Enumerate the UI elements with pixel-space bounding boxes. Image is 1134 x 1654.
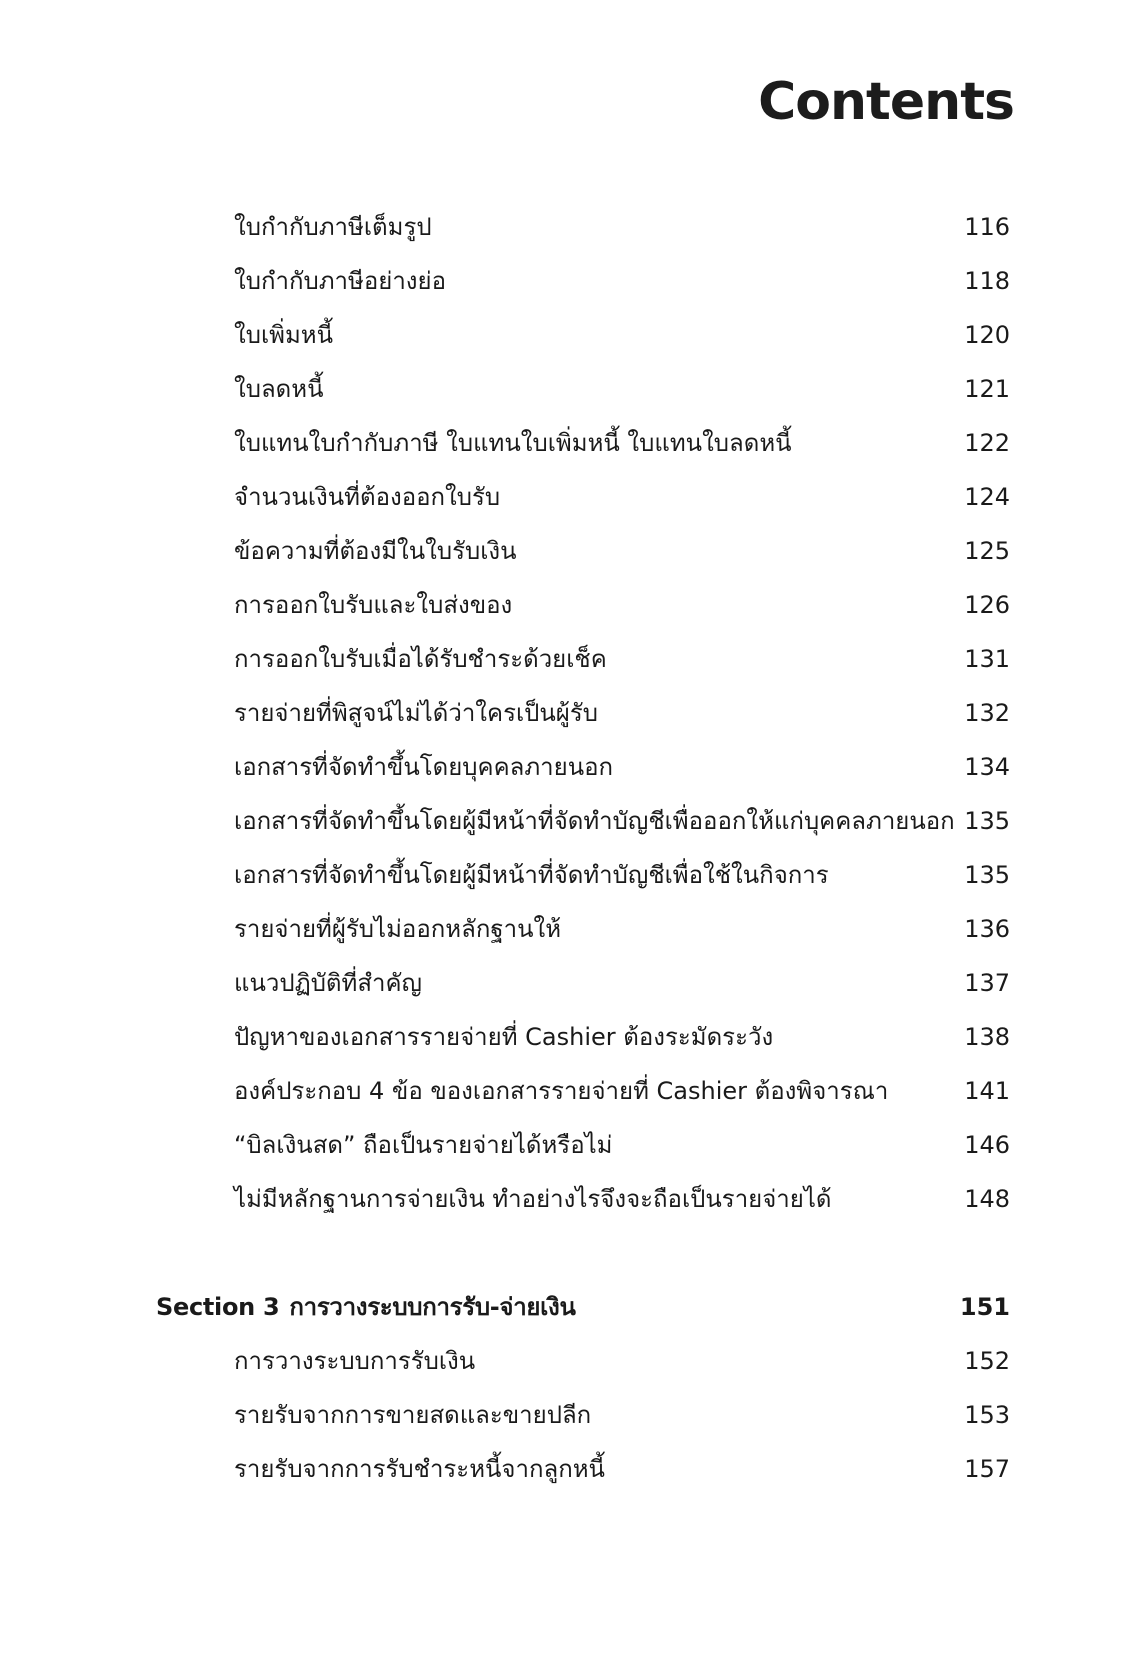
- toc-entry-label: จำนวนเงินที่ต้องออกใบรับ: [234, 483, 501, 511]
- toc-entry-page-number: 141: [964, 1077, 1010, 1105]
- toc-entry[interactable]: [0, 1118, 1134, 1172]
- page-title: Contents: [758, 72, 1014, 132]
- toc-entry[interactable]: [0, 632, 1134, 686]
- toc-entry-label: รายรับจากการรับชำระหนี้จากลูกหนี้: [234, 1455, 605, 1483]
- toc-entry-page-number: 135: [964, 861, 1010, 889]
- toc-entry-label: ใบแทนใบกำกับภาษี ใบแทนใบเพิ่มหนี้ ใบแทนใบลดหนี้: [234, 429, 792, 457]
- toc-entry-page-number: 136: [964, 915, 1010, 943]
- table-of-contents: [0, 200, 1134, 1496]
- toc-entry[interactable]: [0, 578, 1134, 632]
- section-title: การวางระบบการรับ-จ่ายเงิน: [289, 1293, 576, 1321]
- toc-entry[interactable]: [0, 1010, 1134, 1064]
- toc-entry-page-number: 126: [964, 591, 1010, 619]
- toc-entry-label: เอกสารที่จัดทำขึ้นโดยผู้มีหน้าที่จัดทำบัญชีเพื่อใช้ในกิจการ: [234, 861, 829, 889]
- toc-entry-label: ปัญหาของเอกสารรายจ่ายที่ Cashier ต้องระมัดระวัง: [234, 1023, 774, 1051]
- toc-entry-page-number: 131: [964, 645, 1010, 673]
- toc-entry-label: ใบเพิ่มหนี้: [234, 321, 334, 349]
- toc-entry-label: “บิลเงินสด” ถือเป็นรายจ่ายได้หรือไม่: [234, 1131, 613, 1159]
- toc-entry[interactable]: [0, 1172, 1134, 1226]
- section-number: Section 3: [156, 1293, 280, 1321]
- toc-entry-label: ใบกำกับภาษีอย่างย่อ: [234, 267, 446, 295]
- toc-entry-page-number: 135: [964, 807, 1010, 835]
- toc-entry[interactable]: [0, 848, 1134, 902]
- toc-entry[interactable]: [0, 956, 1134, 1010]
- toc-entry-page-number: 157: [964, 1455, 1010, 1483]
- toc-entry-label: ไม่มีหลักฐานการจ่ายเงิน ทำอย่างไรจึงจะถือเป็นรายจ่ายได้: [234, 1185, 832, 1213]
- toc-entry-label: การออกใบรับเมื่อได้รับชำระด้วยเช็ค: [234, 645, 607, 673]
- toc-entry[interactable]: [0, 1388, 1134, 1442]
- toc-entry-label: แนวปฏิบัติที่สำคัญ: [234, 969, 422, 997]
- toc-entry[interactable]: [0, 1334, 1134, 1388]
- toc-entry-label: ใบกำกับภาษีเต็มรูป: [234, 213, 432, 241]
- toc-entry[interactable]: [0, 1064, 1134, 1118]
- toc-entry-page-number: 121: [964, 375, 1010, 403]
- toc-entry-page-number: 148: [964, 1185, 1010, 1213]
- toc-entry[interactable]: [0, 362, 1134, 416]
- toc-entry-page-number: 153: [964, 1401, 1010, 1429]
- toc-entry-label: เอกสารที่จัดทำขึ้นโดยบุคคลภายนอก: [234, 753, 614, 781]
- toc-entry-label: การวางระบบการรับเงิน: [234, 1347, 476, 1375]
- toc-entry-label: เอกสารที่จัดทำขึ้นโดยผู้มีหน้าที่จัดทำบัญชีเพื่อออกให้แก่บุคคลภายนอก: [234, 807, 955, 835]
- toc-entry-page-number: 146: [964, 1131, 1010, 1159]
- toc-entry[interactable]: [0, 794, 1134, 848]
- toc-section-heading[interactable]: [0, 1280, 1134, 1334]
- toc-entry-page-number: 152: [964, 1347, 1010, 1375]
- toc-entry[interactable]: [0, 740, 1134, 794]
- section-heading-label: [156, 1292, 576, 1322]
- toc-entry-page-number: 134: [964, 753, 1010, 781]
- toc-entry-page-number: 132: [964, 699, 1010, 727]
- toc-entry-page-number: 116: [964, 213, 1010, 241]
- toc-entry-label: รายจ่ายที่พิสูจน์ไม่ได้ว่าใครเป็นผู้รับ: [234, 699, 598, 727]
- toc-entry-label: ใบลดหนี้: [234, 375, 324, 403]
- toc-entry-page-number: 118: [964, 267, 1010, 295]
- toc-entry-label: รายจ่ายที่ผู้รับไม่ออกหลักฐานให้: [234, 915, 562, 943]
- toc-entry[interactable]: [0, 200, 1134, 254]
- toc-entry[interactable]: [0, 524, 1134, 578]
- toc-entry[interactable]: [0, 686, 1134, 740]
- toc-entry[interactable]: [0, 1442, 1134, 1496]
- toc-entry-page-number: 122: [964, 429, 1010, 457]
- toc-entry[interactable]: [0, 416, 1134, 470]
- section-page-number: 151: [959, 1293, 1010, 1321]
- toc-entry[interactable]: [0, 902, 1134, 956]
- toc-entry-page-number: 124: [964, 483, 1010, 511]
- toc-entry-label: องค์ประกอบ 4 ข้อ ของเอกสารรายจ่ายที่ Cashier ต้องพิจารณา: [234, 1077, 889, 1105]
- section-spacer: [0, 1226, 1134, 1280]
- toc-entry-label: ข้อความที่ต้องมีในใบรับเงิน: [234, 537, 517, 565]
- toc-entry[interactable]: [0, 254, 1134, 308]
- toc-entry[interactable]: [0, 308, 1134, 362]
- toc-entry[interactable]: [0, 470, 1134, 524]
- toc-entry-page-number: 137: [964, 969, 1010, 997]
- toc-entry-page-number: 120: [964, 321, 1010, 349]
- toc-entry-page-number: 125: [964, 537, 1010, 565]
- toc-entry-page-number: 138: [964, 1023, 1010, 1051]
- toc-entry-label: การออกใบรับและใบส่งของ: [234, 591, 513, 619]
- toc-entry-label: รายรับจากการขายสดและขายปลีก: [234, 1401, 592, 1429]
